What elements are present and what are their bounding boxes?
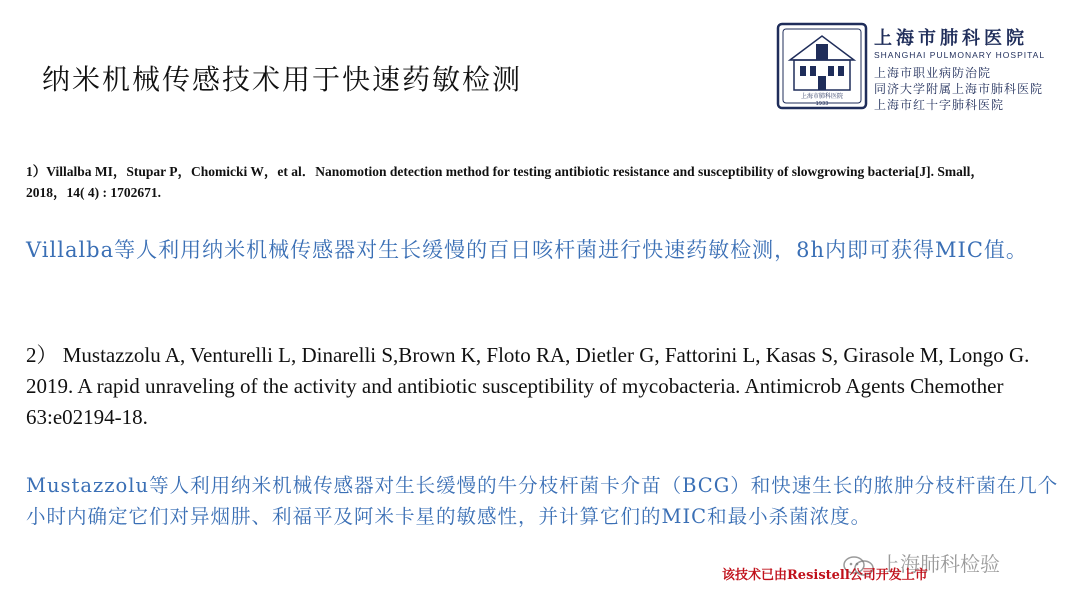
hospital-logo: [776, 18, 1066, 114]
slide-title: 纳米机械传感技术用于快速药敏检测: [42, 63, 523, 96]
hospital-line-1: 上海市职业病防治院: [874, 66, 992, 80]
watermark-text: 上海肺科检验: [880, 552, 1000, 576]
hospital-line-3: 上海市红十字肺科医院: [874, 98, 1005, 112]
reference-1: 1）Villalba MI，Stupar P，Chomicki W，et al．Nanomotion detection method for testing antibiotic resistance and susceptibility of slowgrowing bacteria[J]. Small，2018，14( 4) : 1702671.: [26, 164, 984, 200]
seal-text: 上海市肺科医院: [800, 93, 844, 100]
seal-year: 1933: [815, 101, 829, 107]
hospital-name-cn: 上海市肺科医院: [874, 28, 1028, 49]
reference-2: 2） Mustazzolu A, Venturelli L, Dinarelli S,Brown K, Floto RA, Dietler G, Fattorini L, Kasas S, Girasole M, Longo G. 2019. A rapid unraveling of the activity and antibiotic susceptibility of mycobacteria. Antimicrob Agents Chemother 63:e02194-18.: [26, 343, 1030, 429]
summary-paragraph-1: Villalba等人利用纳米机械传感器对生长缓慢的百日咳杆菌进行快速药敏检测，8h内即可获得MIC值。: [26, 238, 1028, 262]
hospital-line-2: 同济大学附属上海市肺科医院: [874, 82, 1044, 96]
summary-paragraph-2: Mustazzolu等人利用纳米机械传感器对生长缓慢的牛分枝杆菌卡介苗（BCG）和快速生长的脓肿分枝杆菌在几个小时内确定它们对异烟肼、利福平及阿米卡星的敏感性，并计算它们的MIC和最小杀菌浓度。: [26, 474, 1059, 528]
footnote: 该技术已由Resistell公司开发上市: [722, 568, 928, 583]
hospital-name-en: SHANGHAI PULMONARY HOSPITAL: [874, 50, 1046, 60]
hospital-seal-icon: [776, 22, 868, 110]
